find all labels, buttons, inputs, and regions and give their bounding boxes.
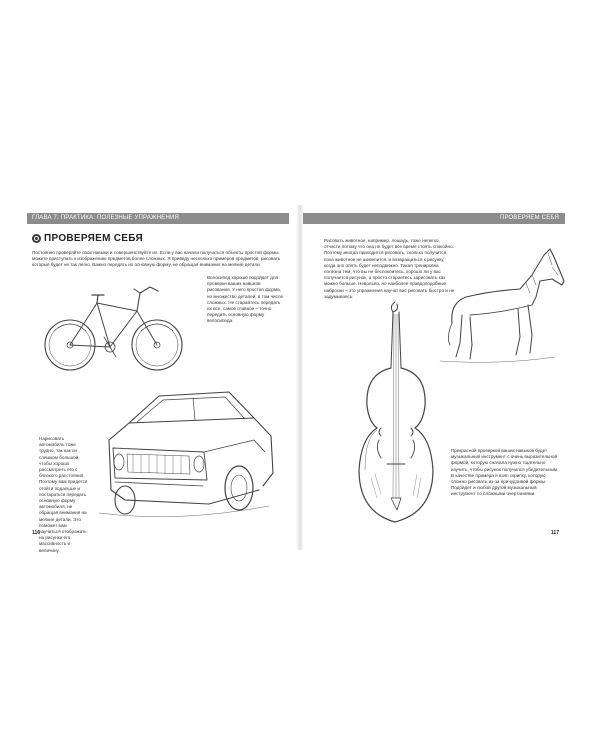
right-page-number: 117 <box>550 530 559 536</box>
car-illustration <box>89 378 279 523</box>
left-page-header <box>27 213 289 224</box>
left-page <box>27 213 289 553</box>
horse-paragraph: Рисовать животное, например, лошадь, тоже нелегко, отчасти потому что она не будет все время стоять спокойно. Поэтому иногда приходится рисовать, сколько получится, пока животное не шевелится, и возвращаться к рисунку, когда оно опять будет неподвижно. Такая тренировка полезна тем, что вы не беспокоитесь, хорошо ли у вас получается рисунок, а просто стараетесь зарисовать как можно больше. Невольно, но наиболее правдоподобные наброски – это упражнения научат вас рисовать быстро и не задумываясь. <box>324 238 455 299</box>
left-header-text: ГЛАВА 7. ПРАКТИКА: ПОЛЕЗНЫЕ УПРАЖНЕНИЯ <box>32 215 180 221</box>
right-page-header <box>303 213 565 224</box>
violin-caption: Прекрасной проверкой ваших навыков будет музыкальный инструмент с очень выразительной формой, которую сначала нужно тщательно изучить, чтобы рисунок получился убедительным. В качестве примера я взял скрипку, которую сложно рисовать из-за причудливой формы. Подойдет и любой другой музыкальный инструмент со сложными очертаниями. <box>451 448 559 497</box>
bicycle-caption: Велосипед хорошо подойдет для проверки ваших навыков рисования. У него простая форма, но множество деталей, в том числе сложных. Не старайтесь передать их все, самое главное – точно передать основную форму велосипеда. <box>207 275 284 324</box>
right-page <box>303 213 565 543</box>
section-title <box>32 232 143 245</box>
circle-target-icon <box>32 234 41 243</box>
bicycle-illustration <box>42 273 192 383</box>
section-title-text: ПРОВЕРЯЕМ СЕБЯ <box>44 233 143 244</box>
left-page-number: 116 <box>32 530 41 536</box>
car-caption: Нарисовать автомобиль тоже трудно, так как он слишком большой, чтобы хорошо рассмотреть его с близкого расстояния. Поэтому вам придется отойти подальше и постараться передать основную форму автомобиля, не обращая внимания на мелкие детали. Это поможет вам научиться отображать на рисунке его массивность и величину. <box>39 436 88 553</box>
horse-illustration <box>440 245 570 365</box>
violin-illustration <box>351 298 441 530</box>
right-header-text: ПРОВЕРЯЕМ СЕБЯ <box>499 215 559 221</box>
intro-paragraph: Постоянно проверяйте свои навыки и совершенствуйте их. Если у вас начали получаться объекты простой формы, можете приступать к изображению предметов более сложных. Я приведу несколько примеров предметов, рисовать которые будет не так легко. Важно передать их основную форму, не обращая внимания на мелкие детали. <box>32 250 281 268</box>
